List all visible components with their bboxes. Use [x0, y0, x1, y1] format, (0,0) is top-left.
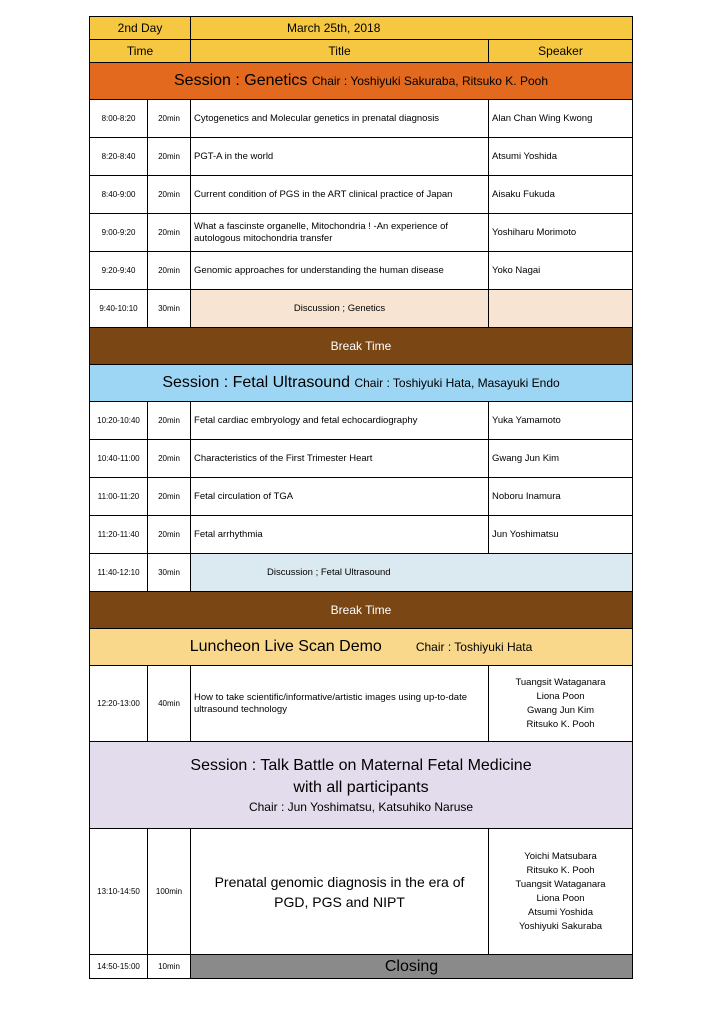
talk-speaker: Yoko Nagai: [489, 252, 633, 290]
talk-duration: 10min: [148, 955, 191, 979]
discussion-row: [90, 290, 633, 328]
talk-duration: 30min: [148, 554, 191, 592]
speaker-name: Atsumi Yoshida: [528, 906, 593, 918]
break-label: Break Time: [90, 592, 633, 629]
speaker-name: Ritsuko K. Pooh: [526, 864, 595, 876]
talk-title-line2: PGD, PGS and NIPT: [274, 893, 405, 910]
talk-speaker: Alan Chan Wing Kwong: [489, 100, 633, 138]
talk-title: PGT-A in the world: [191, 138, 489, 176]
talk-time: 8:00-8:20: [90, 100, 148, 138]
session-title: Session : Fetal Ultrasound: [162, 374, 350, 391]
talk-title: Fetal cardiac embryology and fetal echocardiography: [191, 402, 489, 440]
talk-duration: 20min: [148, 402, 191, 440]
talk-duration: 100min: [148, 829, 191, 955]
talk-title: Current condition of PGS in the ART clinical practice of Japan: [191, 176, 489, 214]
table-row: [90, 402, 633, 440]
day-label: 2nd Day: [90, 17, 191, 40]
talk-duration: 20min: [148, 440, 191, 478]
discussion-title: Discussion ; Fetal Ultrasound: [191, 554, 633, 592]
program-table: [89, 16, 633, 979]
col-speaker: Speaker: [489, 40, 633, 63]
speaker-name: Liona Poon: [536, 690, 585, 702]
talk-duration: 20min: [148, 176, 191, 214]
table-row: [90, 214, 633, 252]
speaker-name: Tuangsit Wataganara: [515, 676, 606, 688]
talk-battle-header: [90, 742, 633, 829]
table-row: [90, 252, 633, 290]
session-genetics-header: [90, 63, 633, 100]
table-row: [90, 666, 633, 742]
speaker-name: Gwang Jun Kim: [526, 704, 595, 716]
discussion-row: [90, 554, 633, 592]
session-chair: Chair : Yoshiyuki Sakuraba, Ritsuko K. Pooh: [311, 74, 548, 88]
speaker-name: Yoshiyuki Sakuraba: [518, 920, 603, 932]
table-row: [90, 138, 633, 176]
talk-time: 14:50-15:00: [90, 955, 148, 979]
talk-title: Fetal circulation of TGA: [191, 478, 489, 516]
talk-title-line1: Prenatal genomic diagnosis in the era of: [214, 873, 465, 890]
table-row: [90, 100, 633, 138]
talk-duration: 20min: [148, 516, 191, 554]
speaker-name: Ritsuko K. Pooh: [526, 718, 595, 730]
talk-title: Cytogenetics and Molecular genetics in prenatal diagnosis: [191, 100, 489, 138]
talk-speaker: Noboru Inamura: [489, 478, 633, 516]
talk-title: Characteristics of the First Trimester Heart: [191, 440, 489, 478]
talk-time: 11:00-11:20: [90, 478, 148, 516]
talk-title: [191, 829, 489, 955]
discussion-title: Discussion ; Genetics: [191, 290, 489, 328]
talk-battle-chair: Chair : Jun Yoshimatsu, Katsuhiko Naruse: [248, 800, 474, 814]
talk-title: Fetal arrhythmia: [191, 516, 489, 554]
talk-time: 10:40-11:00: [90, 440, 148, 478]
speaker-name: Liona Poon: [536, 892, 585, 904]
talk-duration: 20min: [148, 138, 191, 176]
date-label: March 25th, 2018: [191, 17, 633, 40]
talk-speaker: Aisaku Fukuda: [489, 176, 633, 214]
day-header-row: [90, 17, 633, 40]
talk-battle-title-line1: Session : Talk Battle on Maternal Fetal Medicine: [190, 757, 532, 774]
closing-row: [90, 955, 633, 979]
talk-speaker: Yoshiharu Morimoto: [489, 214, 633, 252]
talk-duration: 40min: [148, 666, 191, 742]
talk-time: 8:40-9:00: [90, 176, 148, 214]
table-row: [90, 478, 633, 516]
talk-duration: 20min: [148, 100, 191, 138]
talk-title: How to take scientific/informative/artistic images using up-to-date ultrasound technology: [191, 666, 489, 742]
break-row: [90, 328, 633, 365]
discussion-speaker-empty: [489, 290, 633, 328]
luncheon-chair: Chair : Toshiyuki Hata: [415, 640, 533, 654]
luncheon-title: Luncheon Live Scan Demo: [189, 638, 382, 655]
talk-speaker: Atsumi Yoshida: [489, 138, 633, 176]
talk-time: 8:20-8:40: [90, 138, 148, 176]
col-time: Time: [90, 40, 191, 63]
break-row: [90, 592, 633, 629]
talk-time: 9:20-9:40: [90, 252, 148, 290]
talk-duration: 30min: [148, 290, 191, 328]
talk-time: 9:00-9:20: [90, 214, 148, 252]
closing-label: Closing: [191, 955, 633, 979]
luncheon-header: [90, 629, 633, 666]
talk-time: 11:20-11:40: [90, 516, 148, 554]
talk-time: 9:40-10:10: [90, 290, 148, 328]
talk-duration: 20min: [148, 478, 191, 516]
table-row: [90, 176, 633, 214]
speaker-name: Yoichi Matsubara: [524, 850, 597, 862]
column-header-row: [90, 40, 633, 63]
talk-speaker: Yuka Yamamoto: [489, 402, 633, 440]
session-chair: Chair : Toshiyuki Hata, Masayuki Endo: [354, 376, 560, 390]
talk-title: Genomic approaches for understanding the human disease: [191, 252, 489, 290]
talk-duration: 20min: [148, 214, 191, 252]
talk-time: 10:20-10:40: [90, 402, 148, 440]
talk-time: 11:40-12:10: [90, 554, 148, 592]
talk-time: 12:20-13:00: [90, 666, 148, 742]
session-fetal-header: [90, 365, 633, 402]
session-title: Session : Genetics: [174, 72, 308, 89]
speaker-name: Tuangsit Wataganara: [515, 878, 606, 890]
col-title: Title: [191, 40, 489, 63]
table-row: [90, 829, 633, 955]
talk-speaker: Gwang Jun Kim: [489, 440, 633, 478]
talk-speakers: [489, 829, 633, 955]
talk-battle-title-line2: with all participants: [293, 779, 429, 796]
talk-speaker: Jun Yoshimatsu: [489, 516, 633, 554]
talk-title: What a fascinste organelle, Mitochondria ! -An experience of autologous mitochondria transfer: [191, 214, 489, 252]
table-row: [90, 516, 633, 554]
talk-speakers: [489, 666, 633, 742]
talk-time: 13:10-14:50: [90, 829, 148, 955]
break-label: Break Time: [90, 328, 633, 365]
table-row: [90, 440, 633, 478]
talk-duration: 20min: [148, 252, 191, 290]
